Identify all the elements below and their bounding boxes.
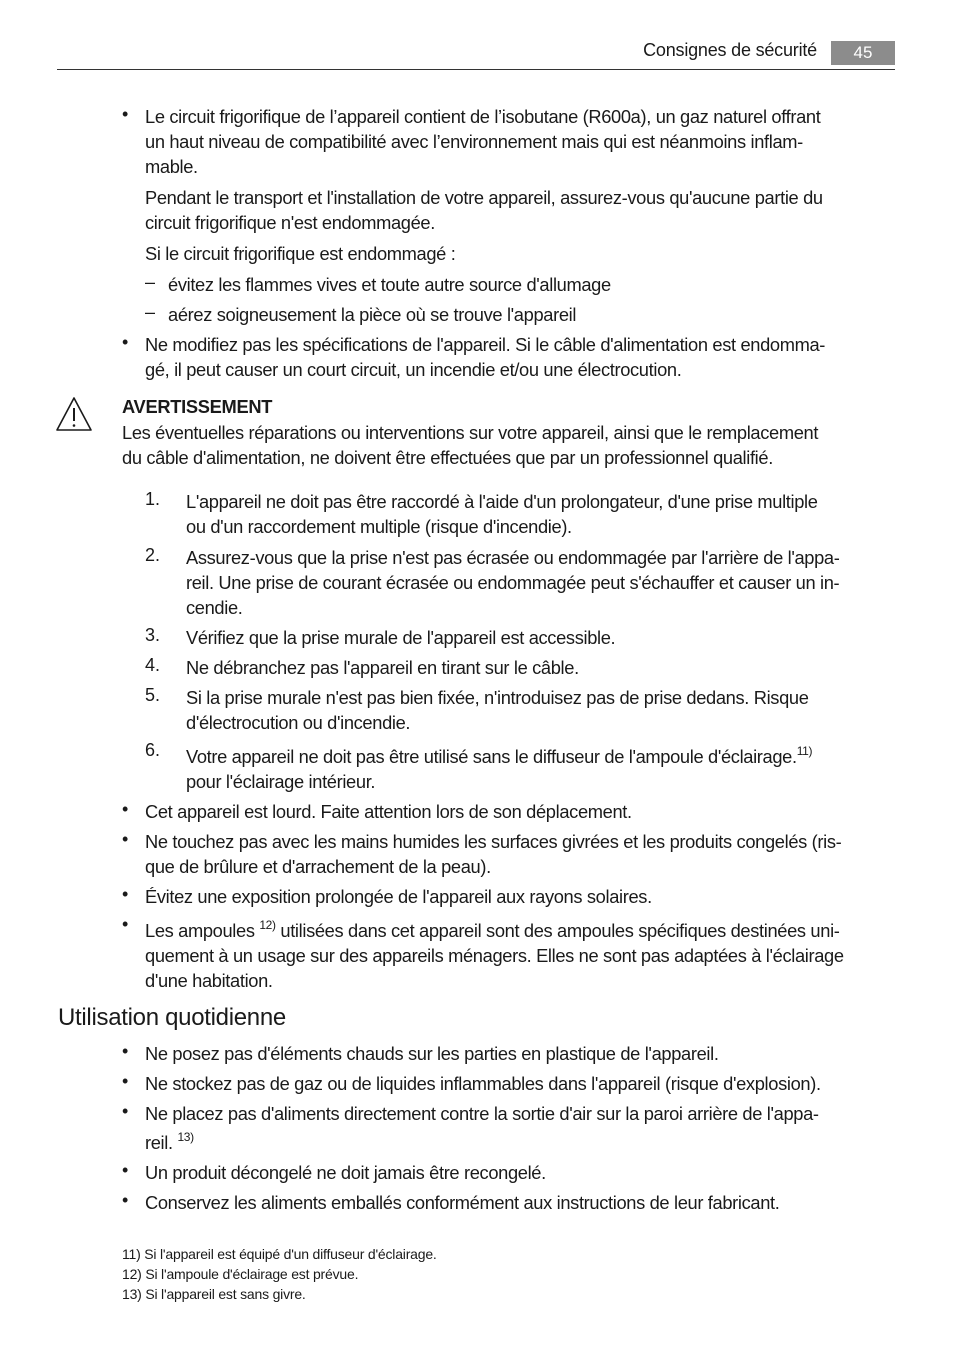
footnote-ref: 12) [259,918,276,932]
paragraph-line: Un produit décongelé ne doit jamais être recongelé. [145,1162,546,1183]
paragraph-line: Le circuit frigorifique de l’appareil contient de l’isobutane (R600a), un gaz naturel offrant [145,106,821,127]
list-number: 4. [145,655,161,675]
dash-marker: – [145,272,156,292]
paragraph-line: Cet appareil est lourd. Faite attention lors de son déplacement. [145,801,632,822]
bullet-marker: • [122,1101,129,1121]
bullet-marker: • [122,799,129,819]
warning-triangle-icon [55,396,93,432]
bullet-marker: • [122,884,129,904]
paragraph-line [145,918,840,943]
header-divider [57,69,895,70]
bullet-marker: • [122,1190,129,1210]
list-item-line: pour l'éclairage intérieur. [186,771,376,792]
warning-text-line: du câble d'alimentation, ne doivent être effectuées que par un professionnel qualifié. [122,447,773,468]
paragraph-line: Ne stockez pas de gaz ou de liquides inflammables dans l'appareil (risque d'explosion). [145,1073,821,1094]
bullet-marker: • [122,332,129,352]
list-item-line: Si la prise murale n'est pas bien fixée, n'introduisez pas de prise dedans. Risque [186,687,809,708]
text-segment: reil. [145,1132,178,1153]
dash-item: évitez les flammes vives et toute autre source d'allumage [168,274,611,295]
footnote: 13) Si l'appareil est sans givre. [122,1286,306,1302]
paragraph-line [145,1130,194,1155]
list-number: 2. [145,545,161,565]
bullet-marker: • [122,829,129,849]
dash-item: aérez soigneusement la pièce où se trouve l'appareil [168,304,577,325]
list-item-line: cendie. [186,597,243,618]
paragraph-line: mable. [145,156,198,177]
list-item-line: d'électrocution ou d'incendie. [186,712,411,733]
footnote: 12) Si l'ampoule d'éclairage est prévue. [122,1266,359,1282]
paragraph-line: circuit frigorifique n'est endommagée. [145,212,435,233]
footnote: 11) Si l'appareil est équipé d'un diffuseur d'éclairage. [122,1246,437,1262]
paragraph-line: d'une habitation. [145,970,273,991]
paragraph-line: gé, il peut causer un court circuit, un incendie et/ou une électrocution. [145,359,682,380]
list-item-line: Assurez-vous que la prise n'est pas écrasée ou endommagée par l'arrière de l'appa- [186,547,840,568]
paragraph-line: Ne posez pas d'éléments chauds sur les parties en plastique de l'appareil. [145,1043,719,1064]
paragraph-line: Ne placez pas d'aliments directement contre la sortie d'air sur la paroi arrière de l'appa- [145,1103,819,1124]
paragraph-line: Ne touchez pas avec les mains humides les surfaces givrées et les produits congelés (ris- [145,831,842,852]
section-heading: Utilisation quotidienne [58,1004,286,1031]
bullet-marker: • [122,914,129,934]
page-number: 45 [831,41,895,65]
list-item-line: ou d'un raccordement multiple (risque d'incendie). [186,516,572,537]
paragraph-line: un haut niveau de compatibilité avec l’environnement mais qui est néanmoins inflam- [145,131,803,152]
list-number: 6. [145,740,161,760]
text-segment: utilisées dans cet appareil sont des ampoules spécifiques destinées uni- [275,920,840,941]
header-title: Consignes de sécurité [643,40,817,60]
list-number: 3. [145,625,161,645]
list-number: 1. [145,489,161,509]
list-item-line: Vérifiez que la prise murale de l'appareil est accessible. [186,627,616,648]
paragraph-line: que de brûlure et d'arrachement de la peau). [145,856,491,877]
list-item-line: reil. Une prise de courant écrasée ou endommagée peut s'échauffer et causer un in- [186,572,840,593]
paragraph-line: Pendant le transport et l'installation de votre appareil, assurez-vous qu'aucune partie du [145,187,823,208]
paragraph-line: Évitez une exposition prolongée de l'appareil aux rayons solaires. [145,886,652,907]
list-item-line: Ne débranchez pas l'appareil en tirant sur le câble. [186,657,579,678]
footnote-ref: 13) [177,1130,194,1144]
bullet-marker: • [122,104,129,124]
footnote-ref: 11) [796,744,813,758]
bullet-marker: • [122,1041,129,1061]
warning-text-line: Les éventuelles réparations ou interventions sur votre appareil, ainsi que le remplacement [122,422,819,443]
list-item-text: Votre appareil ne doit pas être utilisé sans le diffuseur de l'ampoule d'éclairage. [186,746,797,767]
list-item-line [186,744,812,769]
paragraph-line: quement à un usage sur des appareils ménagers. Elles ne sont pas adaptées à l'éclairage [145,945,844,966]
text-segment: Les ampoules [145,920,260,941]
bullet-marker: • [122,1071,129,1091]
paragraph-line: Conservez les aliments emballés conformément aux instructions de leur fabricant. [145,1192,780,1213]
list-item-line: L'appareil ne doit pas être raccordé à l'aide d'un prolongateur, d'une prise multiple [186,491,818,512]
paragraph-line: Ne modifiez pas les spécifications de l'appareil. Si le câble d'alimentation est endomma- [145,334,826,355]
warning-title: AVERTISSEMENT [122,396,273,417]
list-number: 5. [145,685,161,705]
dash-marker: – [145,302,156,322]
bullet-marker: • [122,1160,129,1180]
paragraph-line: Si le circuit frigorifique est endommagé : [145,243,456,264]
